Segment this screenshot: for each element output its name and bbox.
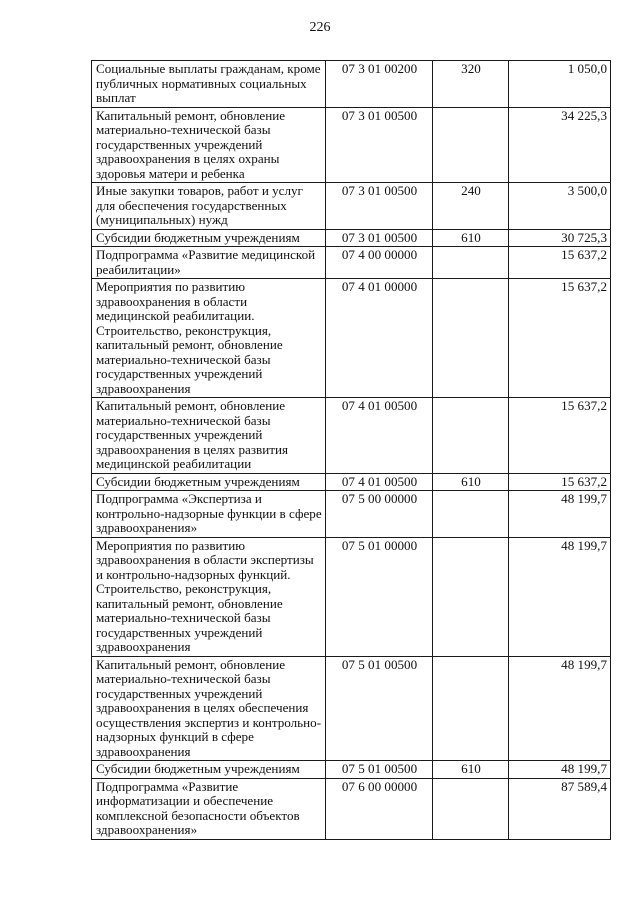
table-row bbox=[92, 473, 611, 491]
table-row bbox=[92, 61, 611, 108]
row-csr-cell: 07 4 00 00000 bbox=[326, 247, 433, 279]
table-row bbox=[92, 761, 611, 779]
row-name-cell: Социальные выплаты гражданам, кроме публичных нормативных социальных выплат bbox=[92, 61, 326, 108]
row-vr-cell bbox=[433, 107, 509, 183]
row-name-cell: Капитальный ремонт, обновление материально-технической базы государственных учреждений здравоохранения в целях обеспечения осуществления экспертиз и контрольно-надзорных функций в сфере здравоохранения bbox=[92, 656, 326, 761]
row-csr-cell: 07 5 01 00500 bbox=[326, 761, 433, 779]
budget-table bbox=[91, 60, 611, 840]
table-row bbox=[92, 247, 611, 279]
row-vr-cell bbox=[433, 398, 509, 474]
row-sum-cell: 87 589,4 bbox=[509, 778, 611, 839]
table-row bbox=[92, 398, 611, 474]
row-vr-cell: 320 bbox=[433, 61, 509, 108]
budget-table-body bbox=[92, 61, 611, 840]
row-sum-cell: 15 637,2 bbox=[509, 398, 611, 474]
row-vr-cell bbox=[433, 279, 509, 398]
row-sum-cell: 48 199,7 bbox=[509, 537, 611, 656]
row-name-cell: Капитальный ремонт, обновление материально-технической базы государственных учреждений здравоохранения в целях охраны здоровья матери и ребенка bbox=[92, 107, 326, 183]
row-csr-cell: 07 4 01 00500 bbox=[326, 398, 433, 474]
row-name-cell: Мероприятия по развитию здравоохранения в области экспертизы и контрольно-надзорных функций. Строительство, реконструкция, капитальный ремонт, обновление материально-технической базы государственных учреждений здравоохранения bbox=[92, 537, 326, 656]
table-row bbox=[92, 183, 611, 230]
row-name-cell: Субсидии бюджетным учреждениям bbox=[92, 473, 326, 491]
row-csr-cell: 07 4 01 00000 bbox=[326, 279, 433, 398]
row-csr-cell: 07 3 01 00500 bbox=[326, 183, 433, 230]
row-vr-cell bbox=[433, 247, 509, 279]
row-sum-cell: 15 637,2 bbox=[509, 473, 611, 491]
row-csr-cell: 07 4 01 00500 bbox=[326, 473, 433, 491]
row-name-cell: Капитальный ремонт, обновление материально-технической базы государственных учреждений здравоохранения в целях развития медицинской реабилитации bbox=[92, 398, 326, 474]
row-csr-cell: 07 5 00 00000 bbox=[326, 491, 433, 538]
row-csr-cell: 07 3 01 00200 bbox=[326, 61, 433, 108]
row-vr-cell bbox=[433, 656, 509, 761]
table-row bbox=[92, 656, 611, 761]
row-vr-cell bbox=[433, 537, 509, 656]
table-row bbox=[92, 491, 611, 538]
row-name-cell: Субсидии бюджетным учреждениям bbox=[92, 229, 326, 247]
table-row bbox=[92, 229, 611, 247]
row-name-cell: Подпрограмма «Развитие медицинской реабилитации» bbox=[92, 247, 326, 279]
row-vr-cell: 610 bbox=[433, 761, 509, 779]
row-csr-cell: 07 6 00 00000 bbox=[326, 778, 433, 839]
page-number: 226 bbox=[309, 20, 331, 35]
row-sum-cell: 3 500,0 bbox=[509, 183, 611, 230]
row-sum-cell: 30 725,3 bbox=[509, 229, 611, 247]
row-name-cell: Подпрограмма «Экспертиза и контрольно-надзорные функции в сфере здравоохранения» bbox=[92, 491, 326, 538]
row-name-cell: Подпрограмма «Развитие информатизации и обеспечение комплексной безопасности объектов здравоохранения» bbox=[92, 778, 326, 839]
row-vr-cell: 610 bbox=[433, 473, 509, 491]
table-row bbox=[92, 537, 611, 656]
table-row bbox=[92, 279, 611, 398]
table-row bbox=[92, 107, 611, 183]
row-sum-cell: 48 199,7 bbox=[509, 491, 611, 538]
row-sum-cell: 15 637,2 bbox=[509, 247, 611, 279]
row-vr-cell: 240 bbox=[433, 183, 509, 230]
row-sum-cell: 1 050,0 bbox=[509, 61, 611, 108]
row-csr-cell: 07 3 01 00500 bbox=[326, 229, 433, 247]
row-sum-cell: 34 225,3 bbox=[509, 107, 611, 183]
row-sum-cell: 48 199,7 bbox=[509, 656, 611, 761]
row-sum-cell: 15 637,2 bbox=[509, 279, 611, 398]
row-vr-cell: 610 bbox=[433, 229, 509, 247]
row-csr-cell: 07 5 01 00500 bbox=[326, 656, 433, 761]
row-name-cell: Субсидии бюджетным учреждениям bbox=[92, 761, 326, 779]
row-vr-cell bbox=[433, 778, 509, 839]
row-csr-cell: 07 5 01 00000 bbox=[326, 537, 433, 656]
row-csr-cell: 07 3 01 00500 bbox=[326, 107, 433, 183]
row-sum-cell: 48 199,7 bbox=[509, 761, 611, 779]
table-row bbox=[92, 778, 611, 839]
row-name-cell: Иные закупки товаров, работ и услуг для обеспечения государственных (муниципальных) нужд bbox=[92, 183, 326, 230]
row-vr-cell bbox=[433, 491, 509, 538]
row-name-cell: Мероприятия по развитию здравоохранения в области медицинской реабилитации. Строительство, реконструкция, капитальный ремонт, обновление материально-технической базы государственных учреждений здравоохранения bbox=[92, 279, 326, 398]
